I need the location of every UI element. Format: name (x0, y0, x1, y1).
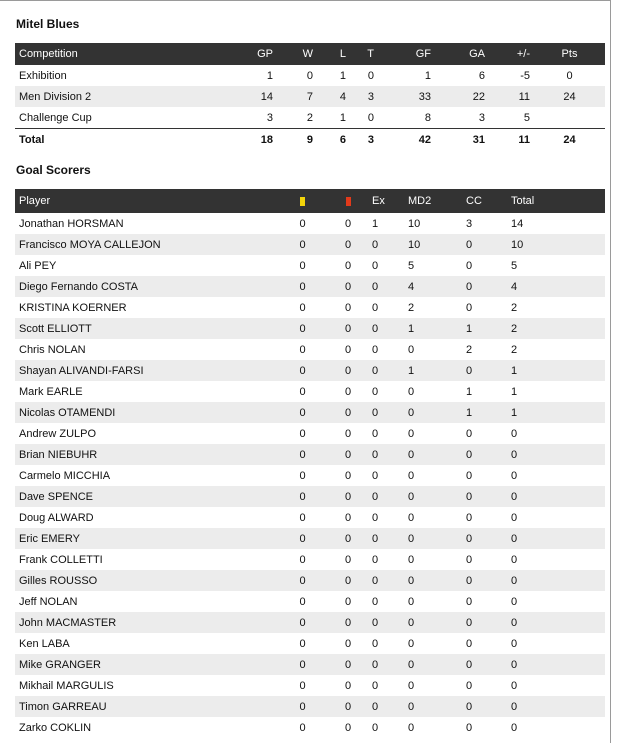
team-col-header: GF (378, 43, 435, 65)
scorer-cell: 0 (277, 528, 328, 549)
player-name: Francisco MOYA CALLEJON (15, 234, 277, 255)
team-cell: 3 (350, 86, 378, 107)
player-name: Doug ALWARD (19, 511, 94, 524)
scorer-row (15, 318, 605, 339)
scorer-cell: 0 (277, 486, 328, 507)
scorer-cell: 0 (328, 234, 368, 255)
scorer-cell: 0 (299, 217, 306, 230)
scorer-cell: 0 (344, 511, 352, 524)
scorer-col-header: CC (462, 189, 507, 213)
scorer-cell: 0 (507, 570, 605, 591)
scorer-cell: 0 (507, 696, 605, 717)
scorer-cell: 0 (299, 259, 306, 272)
scorer-cell: 0 (408, 511, 415, 524)
team-cell: -5 (520, 69, 530, 82)
team-cell: 0 (367, 111, 374, 124)
team-cell: 4 (317, 86, 350, 107)
scorer-cell: 0 (466, 721, 473, 734)
scorer-cell: 0 (511, 427, 518, 440)
scorer-row (15, 612, 605, 633)
scorer-cell: 2 (511, 343, 518, 356)
scorer-row (15, 486, 605, 507)
player-name: Scott ELLIOTT (15, 318, 277, 339)
player-name: Zarko COKLIN (19, 721, 92, 734)
scorer-cell: 0 (344, 553, 352, 566)
scorer-cell: 0 (328, 444, 368, 465)
scorer-cell: 0 (511, 553, 518, 566)
team-total-cell: 3 (350, 129, 378, 151)
scorer-col-header: Total (507, 189, 605, 213)
scorer-cell: 0 (462, 570, 507, 591)
scorer-cell: 0 (466, 427, 473, 440)
scorer-cell: 0 (408, 427, 415, 440)
scorer-cell: 0 (368, 318, 404, 339)
scorer-cell: 0 (277, 276, 328, 297)
player-name: Andrew ZULPO (19, 427, 97, 440)
team-col-header: GP (215, 43, 277, 65)
team-cell: 0 (566, 69, 573, 82)
player-name: Jonathan HORSMAN (19, 217, 124, 230)
team-name-heading: Mitel Blues (16, 17, 80, 31)
scorer-cell: 0 (328, 654, 368, 675)
scorer-row (15, 255, 605, 276)
scorer-cell: 0 (368, 486, 404, 507)
team-header-row (15, 43, 605, 65)
scorer-cell: 1 (404, 318, 462, 339)
team-standings-table (15, 43, 605, 150)
scorer-cell: 0 (277, 696, 328, 717)
scorer-cell: 0 (462, 276, 507, 297)
player-name: John MACMASTER (15, 612, 277, 633)
scorer-row (15, 423, 605, 444)
player-name: Mark EARLE (19, 385, 83, 398)
player-name: Ken LABA (19, 637, 70, 650)
team-cell: 33 (378, 86, 435, 107)
scorer-row (15, 591, 605, 612)
scorer-cell: 0 (328, 360, 368, 381)
goal-scorers-table (15, 189, 605, 738)
scorer-cell: 0 (372, 427, 379, 440)
team-col-header: Competition (15, 43, 215, 65)
scorer-row (15, 360, 605, 381)
scorer-cell: 0 (462, 612, 507, 633)
player-name: Ali PEY (19, 259, 57, 272)
scorer-cell: 0 (507, 444, 605, 465)
scorer-cell: 0 (408, 679, 415, 692)
scorer-cell: 0 (507, 528, 605, 549)
scorer-cell: 0 (299, 637, 306, 650)
scorer-cell: 0 (277, 402, 328, 423)
scorer-cell: 0 (511, 637, 518, 650)
team-cell: 22 (435, 86, 489, 107)
scorer-cell: 0 (404, 444, 462, 465)
scorer-row (15, 402, 605, 423)
scorer-cell: 0 (507, 486, 605, 507)
scorer-cell: 0 (299, 385, 306, 398)
team-cell: 5 (523, 111, 530, 124)
scorer-cell: 0 (299, 679, 306, 692)
scorer-row (15, 234, 605, 255)
scorer-cell: 0 (408, 469, 415, 482)
scorer-cell: 0 (466, 679, 473, 692)
scorer-cell: 0 (344, 259, 352, 272)
scorer-cell: 0 (277, 654, 328, 675)
scorer-cell: 0 (299, 301, 306, 314)
scorer-row (15, 654, 605, 675)
scorer-cell: 0 (299, 553, 306, 566)
team-cell: Challenge Cup (19, 111, 92, 124)
team-total-cell: Total (15, 129, 215, 151)
player-name: Chris NOLAN (19, 343, 86, 356)
scorer-cell: 0 (277, 360, 328, 381)
scorer-cell: 0 (299, 595, 306, 608)
scorer-cell: 14 (511, 217, 524, 230)
scorer-row (15, 549, 605, 570)
scorer-cell: 0 (368, 654, 404, 675)
scorer-col-header: MD2 (404, 189, 462, 213)
scorer-cell: 0 (328, 486, 368, 507)
scorer-cell: 1 (511, 385, 518, 398)
player-name: Frank COLLETTI (19, 553, 103, 566)
scorer-cell: 0 (368, 612, 404, 633)
scorer-cell: 0 (277, 612, 328, 633)
scorer-row (15, 381, 605, 402)
team-total-cell: 42 (378, 129, 435, 151)
scorer-cell: 0 (404, 528, 462, 549)
scorer-cell: 0 (404, 654, 462, 675)
team-col-header: L (317, 43, 350, 65)
team-cell (534, 107, 605, 129)
team-row (15, 65, 605, 86)
scorer-cell: 10 (404, 234, 462, 255)
team-total-cell: 11 (489, 129, 534, 151)
scorer-cell: 0 (372, 511, 379, 524)
scorer-cell: 0 (404, 696, 462, 717)
scorer-cell: 0 (462, 444, 507, 465)
scorer-cell: 0 (344, 427, 352, 440)
scorer-col-header (277, 189, 328, 213)
scorer-cell: 0 (277, 444, 328, 465)
scorer-cell: 4 (507, 276, 605, 297)
scorer-cell: 0 (368, 570, 404, 591)
scorer-cell: 0 (344, 301, 352, 314)
scorer-cell: 0 (404, 570, 462, 591)
scorer-cell: 0 (404, 486, 462, 507)
team-body (15, 65, 605, 129)
scorer-cell: 2 (408, 301, 415, 314)
scorer-row (15, 696, 605, 717)
scorer-cell: 0 (277, 570, 328, 591)
scorer-row (15, 213, 605, 234)
team-cell: 1 (339, 111, 346, 124)
scorer-row (15, 570, 605, 591)
scorer-cell: 0 (466, 595, 473, 608)
scorer-cell: 0 (368, 402, 404, 423)
team-cell: 14 (215, 86, 277, 107)
scorer-cell: 0 (344, 343, 352, 356)
scorer-cell: 0 (344, 595, 352, 608)
player-name: Eric EMERY (15, 528, 277, 549)
team-cell: 8 (424, 111, 431, 124)
scorer-row (15, 297, 605, 318)
scorer-col-header (328, 189, 368, 213)
scorer-cell: 0 (462, 528, 507, 549)
team-total-row (15, 129, 605, 151)
team-col-header: +/- (489, 43, 534, 65)
scorer-cell: 0 (299, 427, 306, 440)
scorer-cell: 0 (462, 696, 507, 717)
scorer-body (15, 213, 605, 738)
scorer-cell: 0 (368, 696, 404, 717)
scorer-cell: 0 (372, 637, 379, 650)
player-name: Gilles ROUSSO (15, 570, 277, 591)
scorer-cell: 0 (466, 511, 473, 524)
team-cell: 3 (266, 111, 273, 124)
scorer-cell: 0 (372, 553, 379, 566)
scorer-header-row (15, 189, 605, 213)
team-col-header: Pts (534, 43, 605, 65)
scorer-cell: 10 (408, 217, 421, 230)
red-card-icon (346, 197, 351, 206)
scorer-cell: 0 (372, 385, 379, 398)
team-total-cell: 18 (215, 129, 277, 151)
scorer-cell: 3 (466, 217, 473, 230)
scorer-cell: 0 (328, 612, 368, 633)
scorer-cell: 0 (368, 528, 404, 549)
scorer-cell: 0 (408, 343, 415, 356)
scorer-cell: 1 (507, 360, 605, 381)
scorer-cell: 0 (511, 721, 518, 734)
player-name: Carmelo MICCHIA (19, 469, 111, 482)
scorer-cell: 0 (344, 469, 352, 482)
scorer-cell: 0 (328, 318, 368, 339)
player-name: Nicolas OTAMENDI (15, 402, 277, 423)
scorer-cell: 0 (372, 301, 379, 314)
scorer-cell: 0 (466, 469, 473, 482)
scorer-cell: 0 (408, 721, 415, 734)
scorer-cell: 1 (404, 360, 462, 381)
team-total-cell: 31 (435, 129, 489, 151)
scorer-cell: 0 (408, 637, 415, 650)
scorer-row (15, 507, 605, 528)
scorer-row (15, 633, 605, 654)
scorer-cell: 0 (372, 595, 379, 608)
scorer-row (15, 717, 605, 738)
scorer-cell: 4 (404, 276, 462, 297)
team-col-header: W (277, 43, 317, 65)
scorer-cell: 0 (466, 637, 473, 650)
scorer-cell: 0 (372, 679, 379, 692)
player-name: KRISTINA KOERNER (19, 301, 127, 314)
scorer-cell: 0 (404, 612, 462, 633)
scorer-cell: 0 (299, 469, 306, 482)
scorer-row (15, 339, 605, 360)
scorer-cell: 0 (299, 511, 306, 524)
team-cell: 11 (489, 86, 534, 107)
team-cell: 0 (306, 69, 313, 82)
scorer-cell: 0 (344, 637, 352, 650)
player-name: Mike GRANGER (15, 654, 277, 675)
scorer-cell: 0 (344, 217, 352, 230)
scorer-cell: 1 (372, 217, 379, 230)
scorer-row (15, 444, 605, 465)
team-cell: 7 (277, 86, 317, 107)
scorer-cell: 1 (466, 385, 473, 398)
scorer-cell: 10 (507, 234, 605, 255)
scorer-cell: 0 (368, 360, 404, 381)
player-name: Jeff NOLAN (19, 595, 78, 608)
scorer-cell: 0 (511, 679, 518, 692)
scorer-cell: 0 (511, 469, 518, 482)
scorer-row (15, 675, 605, 696)
team-total-cell: 24 (534, 129, 605, 151)
scorer-cell: 0 (328, 570, 368, 591)
scorer-row (15, 528, 605, 549)
scorer-cell: 0 (372, 469, 379, 482)
team-row (15, 86, 605, 107)
scorer-cell: 0 (408, 553, 415, 566)
scorer-cell: 0 (462, 360, 507, 381)
scorer-cell: 0 (408, 595, 415, 608)
scorer-cell: 1 (462, 402, 507, 423)
team-row (15, 107, 605, 129)
team-cell: 1 (266, 69, 273, 82)
team-cell: Exhibition (19, 69, 67, 82)
scorer-cell: 0 (344, 385, 352, 398)
scorer-cell: 0 (466, 301, 473, 314)
scorer-row (15, 465, 605, 486)
scorer-cell: 0 (277, 318, 328, 339)
scorer-cell: 0 (277, 234, 328, 255)
player-name: Shayan ALIVANDI-FARSI (15, 360, 277, 381)
scorer-cell: 0 (328, 696, 368, 717)
scorer-col-header: Player (15, 189, 277, 213)
team-cell: Men Division 2 (15, 86, 215, 107)
scorer-cell: 0 (368, 234, 404, 255)
scorer-cell: 2 (466, 343, 473, 356)
player-name: Mikhail MARGULIS (19, 679, 114, 692)
player-name: Dave SPENCE (15, 486, 277, 507)
team-cell: 1 (424, 69, 431, 82)
scorer-cell: 0 (507, 654, 605, 675)
scorer-cell: 0 (344, 679, 352, 692)
scorer-cell: 2 (507, 318, 605, 339)
team-cell: 2 (306, 111, 313, 124)
yellow-card-icon (300, 197, 305, 206)
scorer-cell: 0 (466, 553, 473, 566)
team-cell: 1 (339, 69, 346, 82)
team-col-header: GA (435, 43, 489, 65)
scorer-cell: 0 (462, 486, 507, 507)
scorer-cell: 0 (507, 612, 605, 633)
scorer-cell: 0 (372, 259, 379, 272)
player-name: Brian NIEBUHR (15, 444, 277, 465)
scorer-col-header: Ex (368, 189, 404, 213)
scorer-cell: 0 (328, 402, 368, 423)
scorer-cell: 0 (462, 234, 507, 255)
scorer-cell: 0 (344, 721, 352, 734)
scorer-cell: 0 (328, 276, 368, 297)
scorer-cell: 2 (511, 301, 518, 314)
team-col-header: T (350, 43, 378, 65)
team-cell: 3 (478, 111, 485, 124)
scorer-cell: 5 (511, 259, 518, 272)
scorer-row (15, 276, 605, 297)
team-total-cell: 9 (277, 129, 317, 151)
scorer-cell: 0 (372, 343, 379, 356)
scorer-cell: 0 (368, 444, 404, 465)
player-name: Diego Fernando COSTA (15, 276, 277, 297)
scorer-cell: 1 (462, 318, 507, 339)
player-name: Timon GARREAU (15, 696, 277, 717)
team-cell: 24 (534, 86, 605, 107)
scorer-cell: 0 (368, 276, 404, 297)
scorer-cell: 0 (404, 402, 462, 423)
scorer-cell: 0 (299, 721, 306, 734)
scorer-cell: 0 (408, 385, 415, 398)
scorer-cell: 0 (372, 721, 379, 734)
team-total-cell: 6 (317, 129, 350, 151)
team-cell: 0 (367, 69, 374, 82)
scorer-cell: 0 (462, 654, 507, 675)
goal-scorers-heading: Goal Scorers (16, 163, 91, 177)
scorer-cell: 0 (328, 528, 368, 549)
scorer-cell: 0 (299, 343, 306, 356)
scorer-cell: 0 (466, 259, 473, 272)
scorer-cell: 5 (408, 259, 415, 272)
team-cell: 6 (478, 69, 485, 82)
scorer-cell: 1 (507, 402, 605, 423)
scorer-cell: 0 (511, 511, 518, 524)
scorer-cell: 0 (511, 595, 518, 608)
